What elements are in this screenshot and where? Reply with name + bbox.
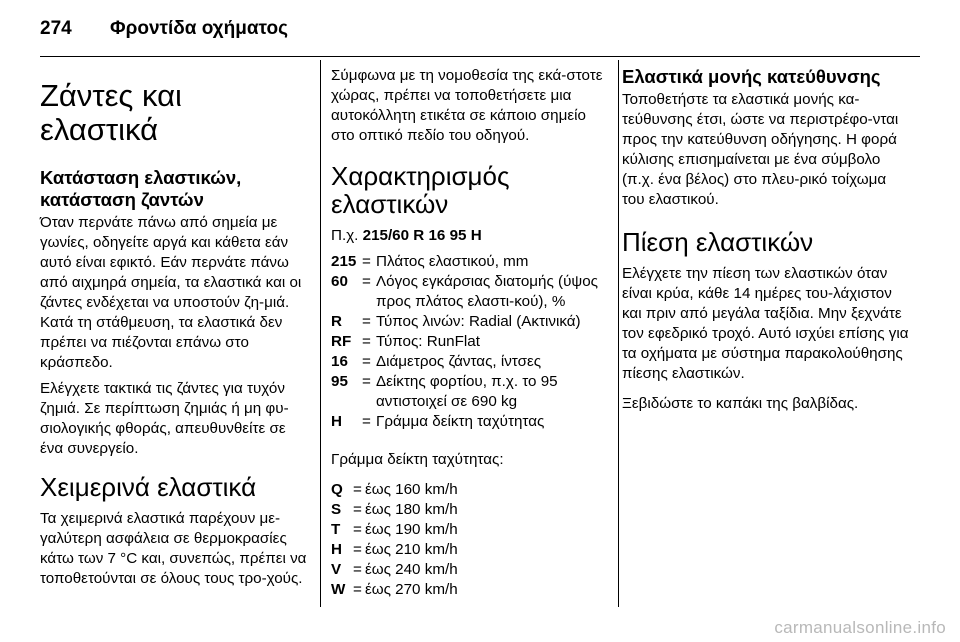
- code-row: 215 = Πλάτος ελαστικού, mm: [331, 252, 607, 272]
- code-row: 16 = Διάμετρος ζάντας, ίντσες: [331, 352, 607, 372]
- code-row: 95 = Δείκτης φορτίου, π.χ. το 95 αντιστοιχεί σε 690 kg: [331, 372, 607, 412]
- page-title: Ζάντες και ελαστικά: [40, 78, 182, 147]
- code-key: H: [331, 413, 342, 430]
- designation-code-list: [331, 252, 607, 432]
- speed-index-list: [331, 480, 607, 600]
- column-divider-1: [320, 60, 321, 607]
- speed-key: H: [331, 541, 342, 558]
- speed-value: έως 190 km/h: [365, 521, 458, 538]
- tire-condition-paragraph-1: Όταν περνάτε πάνω από σημεία με γωνίες, οδηγείτε αργά και κάθετα εάν αυτό είναι εφικτό. Εάν περνάτε πάνω από αιχμηρά σημεία, τα ελαστικά και οι ζάντες ενδέχεται να υποστούν ζη-μιά. Κατά τη στάθμευση, τα ελαστικά δεν πρέπει να πιέζονται επάνω στο κράσπεδο.: [40, 214, 302, 371]
- column-2: [331, 66, 607, 600]
- code-key: 60: [331, 273, 348, 290]
- column-divider-2: [618, 60, 619, 607]
- tire-pressure-paragraph-2: Ξεβιδώστε το καπάκι της βαλβίδας.: [622, 395, 859, 412]
- sticker-paragraph: Σύμφωνα με τη νομοθεσία της εκά-στοτε χώρας, πρέπει να τοποθετήσετε μια αυτοκόλλητη ετικέτα σε κάποιο σημείο στο οπτικό πεδίο του οδηγού.: [331, 67, 603, 144]
- speed-key: Q: [331, 481, 343, 498]
- code-value: Διάμετρος ζάντας, ίντσες: [376, 353, 542, 370]
- code-row: H = Γράμμα δείκτη ταχύτητας: [331, 412, 607, 432]
- winter-tires-paragraph: Τα χειμερινά ελαστικά παρέχουν με-γαλύτερη ασφάλεια σε θερμοκρασίες κάτω των 7 °C και, συνεπώς, πρέπει να τοποθετούνται σε όλους τους τρο-χούς.: [40, 510, 307, 587]
- code-key: R: [331, 313, 342, 330]
- speed-row: Q = έως 160 km/h: [331, 480, 607, 500]
- speed-row: H = έως 210 km/h: [331, 540, 607, 560]
- chapter-title: Φροντίδα οχήματος: [110, 18, 288, 39]
- tire-designation-heading: Χαρακτηρισμός ελαστικών: [331, 161, 510, 219]
- example-prefix: Π.χ.: [331, 227, 359, 244]
- code-row: 60 = Λόγος εγκάρσιας διατομής (ύψος προς πλάτος ελαστι-κού), %: [331, 272, 607, 312]
- tire-pressure-paragraph-1: Ελέγχετε την πίεση των ελαστικών όταν είναι κρύα, κάθε 14 ημέρες του-λάχιστον και πριν από μεγάλα ταξίδια. Μην ξεχνάτε τον εφεδρικό τροχό. Αυτό ισχύει επίσης για τα οχήματα με σύστημα παρακολούθησης πίεσης ελαστικών.: [622, 265, 909, 382]
- column-3: [622, 66, 912, 420]
- speed-key: S: [331, 501, 342, 518]
- page-number: 274: [40, 18, 72, 39]
- speed-value: έως 160 km/h: [365, 481, 458, 498]
- speed-row: W = έως 270 km/h: [331, 580, 607, 600]
- tire-pressure-heading: Πίεση ελαστικών: [622, 227, 814, 257]
- example-code: 215/60 R 16 95 H: [362, 227, 482, 244]
- winter-tires-heading: Χειμερινά ελαστικά: [40, 472, 257, 502]
- code-value: Δείκτης φορτίου, π.χ. το 95 αντιστοιχεί σε 690 kg: [376, 373, 558, 410]
- speed-row: S = έως 180 km/h: [331, 500, 607, 520]
- header-rule: [40, 56, 920, 57]
- speed-index-intro: Γράμμα δείκτη ταχύτητας:: [331, 451, 504, 468]
- tire-condition-paragraph-2: Ελέγχετε τακτικά τις ζάντες για τυχόν ζημιά. Σε περίπτωση ζημιάς ή μη φυ-σιολογικής φθοράς, απευθυνθείτε σε ένα συνεργείο.: [40, 380, 289, 457]
- speed-value: έως 270 km/h: [365, 581, 458, 598]
- code-value: Γράμμα δείκτη ταχύτητας: [376, 413, 545, 430]
- designation-example: [331, 226, 607, 246]
- speed-value: έως 240 km/h: [365, 561, 458, 578]
- speed-value: έως 180 km/h: [365, 501, 458, 518]
- code-key: 95: [331, 373, 348, 390]
- code-key: 16: [331, 353, 348, 370]
- column-1: [40, 66, 308, 595]
- code-value: Λόγος εγκάρσιας διατομής (ύψος προς πλάτος ελαστι-κού), %: [376, 273, 598, 310]
- directional-tires-paragraph: Τοποθετήστε τα ελαστικά μονής κα-τεύθυνσης έτσι, ώστε να περιστρέφο-νται προς την κατεύθυνση οδήγησης. Η φορά κύλισης επισημαίνεται με ένα σύμβολο (π.χ. ένα βέλος) στο πλευ-ρικό τοίχωμα του ελαστικού.: [622, 91, 899, 208]
- speed-row: T = έως 190 km/h: [331, 520, 607, 540]
- code-key: RF: [331, 333, 352, 350]
- code-row: R = Τύπος λινών: Radial (Ακτινικά): [331, 312, 607, 332]
- code-value: Τύπος λινών: Radial (Ακτινικά): [376, 313, 581, 330]
- directional-tires-heading: Ελαστικά μονής κατεύθυνσης: [622, 66, 881, 87]
- speed-value: έως 210 km/h: [365, 541, 458, 558]
- code-value: Τύπος: RunFlat: [376, 333, 480, 350]
- code-value: Πλάτος ελαστικού, mm: [376, 253, 529, 270]
- speed-key: V: [331, 561, 342, 578]
- code-key: 215: [331, 253, 357, 270]
- speed-key: W: [331, 581, 346, 598]
- watermark-text: carmanualsonline.info: [774, 618, 946, 637]
- speed-row: V = έως 240 km/h: [331, 560, 607, 580]
- code-row: RF = Τύπος: RunFlat: [331, 332, 607, 352]
- speed-key: T: [331, 521, 341, 538]
- page-header: [40, 18, 288, 40]
- tire-condition-heading: Κατάσταση ελαστικών, κατάσταση ζαντών: [40, 167, 242, 210]
